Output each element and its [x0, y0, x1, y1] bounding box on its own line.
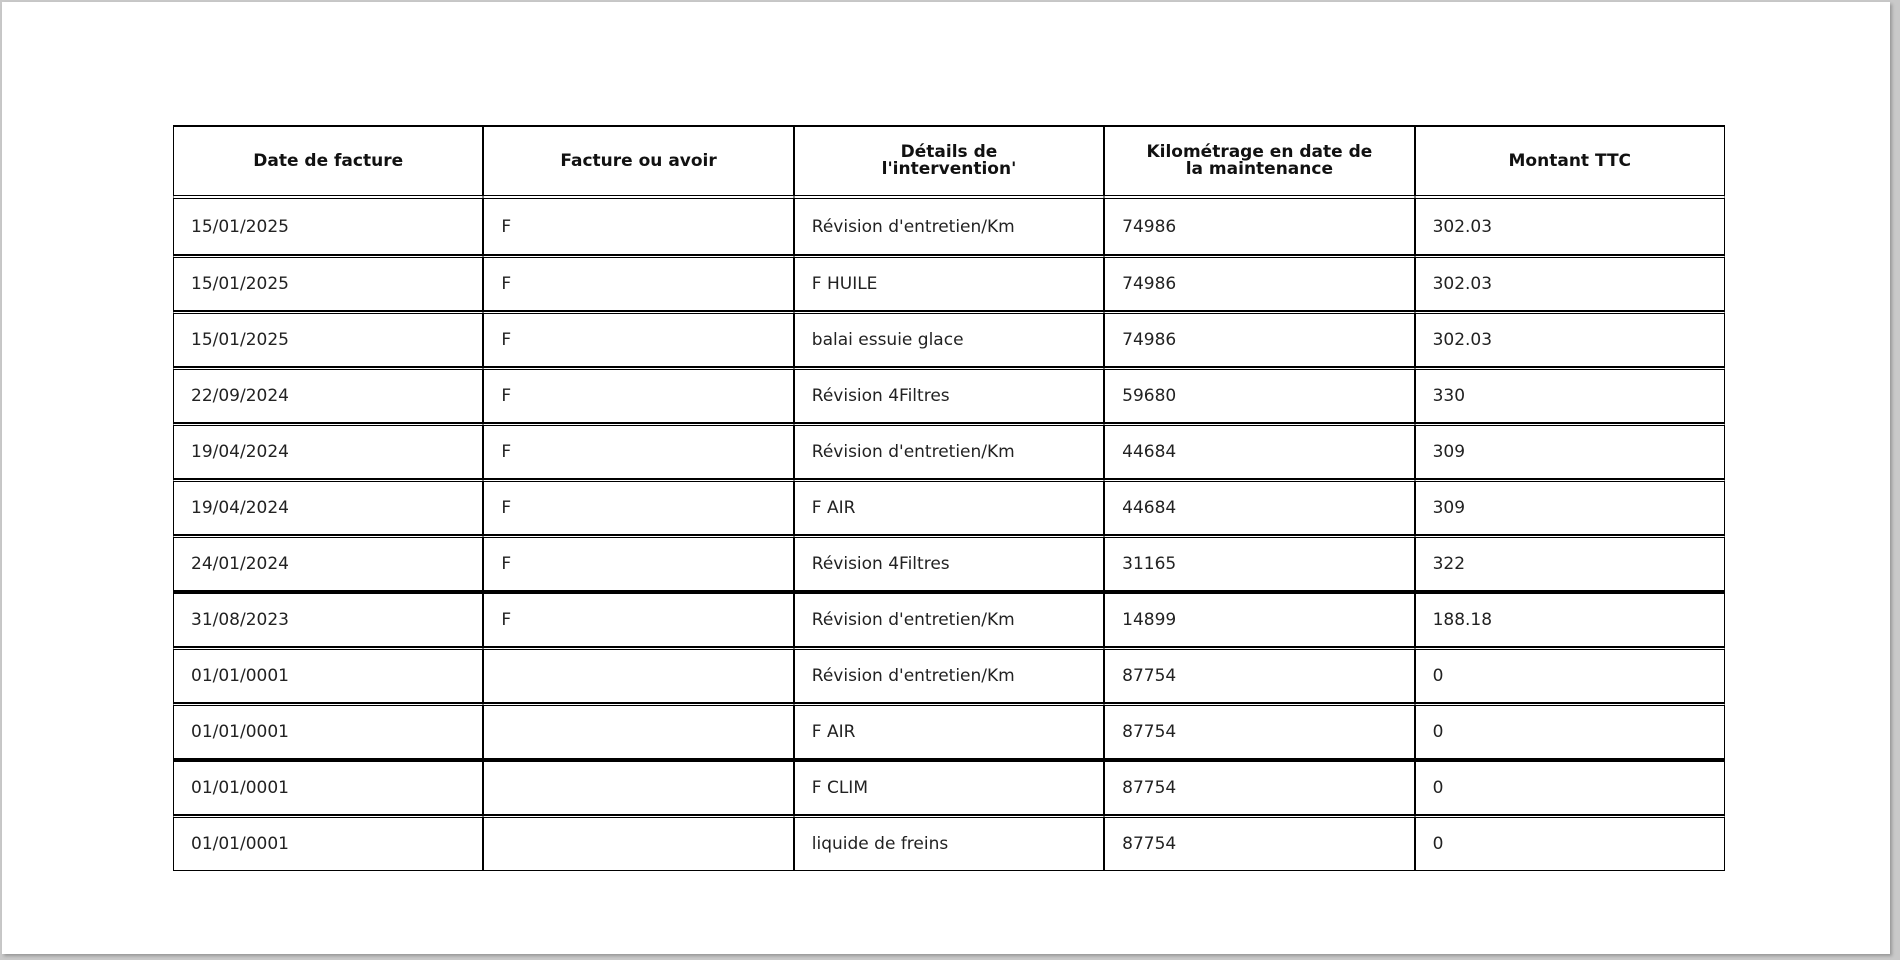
cell-invoice-or-credit: F — [483, 367, 793, 423]
cell-amount: 0 — [1415, 703, 1725, 759]
header-intervention-details: Détails de l'intervention' — [794, 127, 1104, 199]
cell-amount: 302.03 — [1415, 255, 1725, 311]
cell-intervention-details: Révision d'entretien/Km — [794, 647, 1104, 703]
cell-amount: 330 — [1415, 367, 1725, 423]
table-row — [173, 591, 1725, 647]
table-row — [173, 479, 1725, 535]
cell-mileage: 74986 — [1104, 311, 1414, 367]
cell-amount: 322 — [1415, 535, 1725, 591]
table-body — [173, 199, 1725, 871]
cell-mileage: 44684 — [1104, 479, 1414, 535]
cell-mileage: 87754 — [1104, 759, 1414, 815]
cell-mileage: 14899 — [1104, 591, 1414, 647]
cell-intervention-details: Révision d'entretien/Km — [794, 423, 1104, 479]
cell-invoice-date: 31/08/2023 — [173, 591, 483, 647]
table-row — [173, 535, 1725, 591]
cell-intervention-details: Révision 4Filtres — [794, 367, 1104, 423]
cell-invoice-or-credit: F — [483, 423, 793, 479]
table-row — [173, 311, 1725, 367]
header-invoice-date: Date de facture — [173, 127, 483, 199]
table-row — [173, 759, 1725, 815]
cell-mileage: 74986 — [1104, 199, 1414, 255]
cell-mileage: 31165 — [1104, 535, 1414, 591]
cell-invoice-or-credit: F — [483, 591, 793, 647]
cell-mileage: 87754 — [1104, 647, 1414, 703]
cell-invoice-or-credit: F — [483, 479, 793, 535]
cell-mileage: 87754 — [1104, 815, 1414, 871]
cell-intervention-details: Révision d'entretien/Km — [794, 591, 1104, 647]
document-page — [2, 2, 1890, 954]
cell-invoice-or-credit — [483, 759, 793, 815]
cell-mileage: 59680 — [1104, 367, 1414, 423]
header-mileage: Kilométrage en date de la maintenance — [1104, 127, 1414, 199]
cell-amount: 302.03 — [1415, 199, 1725, 255]
cell-invoice-or-credit: F — [483, 255, 793, 311]
cell-invoice-date: 01/01/0001 — [173, 759, 483, 815]
cell-invoice-or-credit: F — [483, 311, 793, 367]
cell-invoice-or-credit: F — [483, 535, 793, 591]
table-row — [173, 423, 1725, 479]
cell-intervention-details: F CLIM — [794, 759, 1104, 815]
cell-amount: 309 — [1415, 423, 1725, 479]
table-header-row — [173, 127, 1725, 199]
cell-intervention-details: liquide de freins — [794, 815, 1104, 871]
table-row — [173, 255, 1725, 311]
cell-invoice-date: 01/01/0001 — [173, 815, 483, 871]
header-invoice-or-credit: Facture ou avoir — [483, 127, 793, 199]
cell-invoice-or-credit — [483, 815, 793, 871]
table-row — [173, 703, 1725, 759]
cell-invoice-or-credit — [483, 703, 793, 759]
cell-amount: 0 — [1415, 815, 1725, 871]
cell-amount: 0 — [1415, 759, 1725, 815]
cell-invoice-date: 19/04/2024 — [173, 479, 483, 535]
cell-invoice-date: 24/01/2024 — [173, 535, 483, 591]
cell-invoice-or-credit — [483, 647, 793, 703]
cell-invoice-date: 15/01/2025 — [173, 199, 483, 255]
table-row — [173, 647, 1725, 703]
cell-amount: 188.18 — [1415, 591, 1725, 647]
cell-intervention-details: Révision d'entretien/Km — [794, 199, 1104, 255]
cell-invoice-or-credit: F — [483, 199, 793, 255]
cell-amount: 0 — [1415, 647, 1725, 703]
cell-amount: 302.03 — [1415, 311, 1725, 367]
cell-intervention-details: F AIR — [794, 479, 1104, 535]
cell-invoice-date: 01/01/0001 — [173, 703, 483, 759]
cell-invoice-date: 19/04/2024 — [173, 423, 483, 479]
cell-mileage: 74986 — [1104, 255, 1414, 311]
header-amount: Montant TTC — [1415, 127, 1725, 199]
cell-amount: 309 — [1415, 479, 1725, 535]
cell-intervention-details: balai essuie glace — [794, 311, 1104, 367]
maintenance-table — [173, 125, 1725, 871]
cell-invoice-date: 15/01/2025 — [173, 255, 483, 311]
table-row — [173, 367, 1725, 423]
table-row — [173, 199, 1725, 255]
cell-invoice-date: 15/01/2025 — [173, 311, 483, 367]
cell-mileage: 44684 — [1104, 423, 1414, 479]
cell-intervention-details: Révision 4Filtres — [794, 535, 1104, 591]
cell-invoice-date: 01/01/0001 — [173, 647, 483, 703]
cell-intervention-details: F AIR — [794, 703, 1104, 759]
cell-mileage: 87754 — [1104, 703, 1414, 759]
cell-intervention-details: F HUILE — [794, 255, 1104, 311]
cell-invoice-date: 22/09/2024 — [173, 367, 483, 423]
table-row — [173, 815, 1725, 871]
